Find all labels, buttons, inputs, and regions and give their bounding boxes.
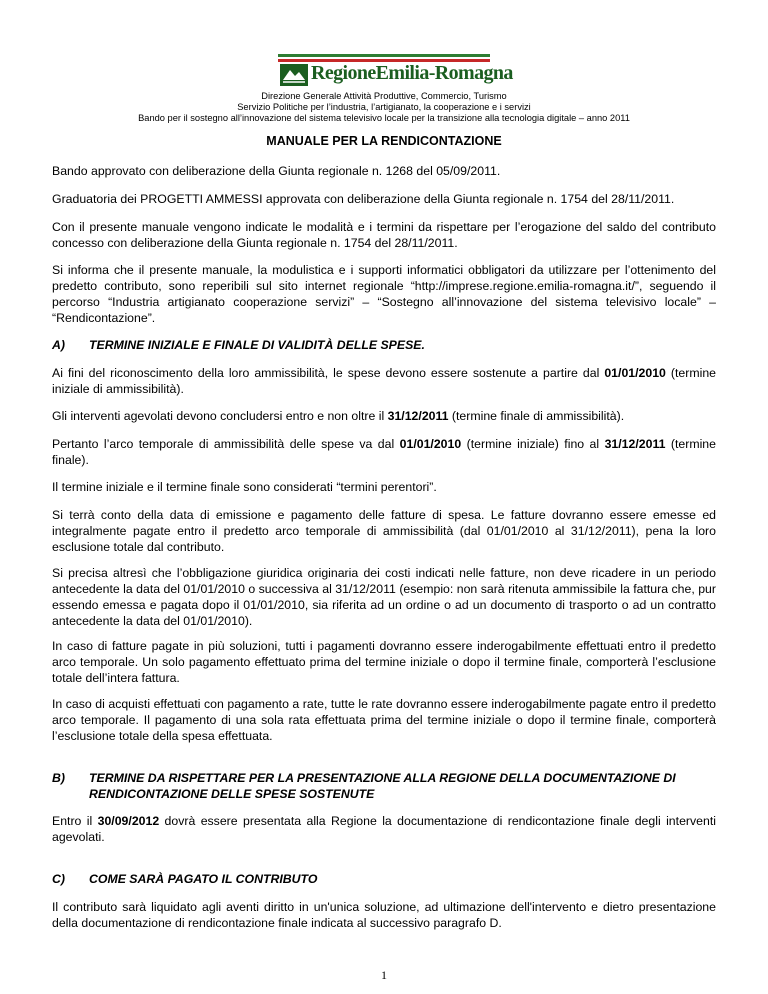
section-a-paragraph-8: In caso di acquisti effettuati con pagamento a rate, tutte le rate dovranno essere inderogabilmente pagate entro il predetto arco temporale. Il pagamento di una sola rata effettuata prima del termine iniziale o dopo il termine finale, comporterà l’esclusione totale della spesa effettuata.: [52, 697, 716, 743]
regione-emblem-icon: [280, 64, 308, 86]
section-a-paragraph-4: Il termine iniziale e il termine finale sono considerati “termini perentori”.: [52, 480, 437, 494]
section-b-letter: B): [52, 771, 65, 785]
document-title: MANUALE PER LA RENDICONTAZIONE: [266, 134, 502, 148]
section-a-paragraph-1: Ai fini del riconoscimento della loro ammissibilità, le spese devono essere sostenute a partire dal 01/01/2010 (termine iniziale di ammissibilità).: [52, 366, 717, 396]
logo-text: RegioneEmilia-Romagna: [311, 62, 513, 84]
section-a-paragraph-5: Si terrà conto della data di emissione e pagamento delle fatture di spesa. Le fatture dovranno essere emesse ed integralmente pagate entro il predetto arco temporale di ammissibilità (dal 01/01/2010 al 31/12/2011), pena la loro esclusione totale dal contributo.: [52, 508, 716, 554]
section-a-paragraph-6: Si precisa altresì che l’obbligazione giuridica originaria dei costi indicati nelle fatture, non deve ricadere in un periodo antecedente la data del 01/01/2010 o successiva al 31/12/2011 (esempio: non sarà ritenuta ammissibile la fattura che, pur essendo emessa e pagata dopo il 01/01/2010, sia riferita ad un ordine o ad un documento di trasporto o ad un contratto antecedente la data del 01/01/2010).: [52, 566, 716, 628]
section-c-title: COME SARÀ PAGATO IL CONTRIBUTO: [89, 872, 318, 886]
section-b-title: TERMINE DA RISPETTARE PER LA PRESENTAZIONE ALLA REGIONE DELLA DOCUMENTAZIONE DI RENDICONTAZIONE DELLE SPESE SOSTENUTE: [89, 771, 676, 801]
intro-paragraph-1: Bando approvato con deliberazione della Giunta regionale n. 1268 del 05/09/2011.: [52, 164, 501, 178]
section-a-paragraph-7: In caso di fatture pagate in più soluzioni, tutti i pagamenti dovranno essere inderogabilmente effettuati entro il predetto arco temporale. Un solo pagamento effettuato prima del termine iniziale o dopo il termine finale, comporterà l’esclusione totale dell’intera fattura.: [52, 639, 716, 685]
intro-paragraph-4: Si informa che il presente manuale, la modulistica e i supporti informatici obbligatori da utilizzare per l’ottenimento del predetto contributo, sono reperibili sul sito internet regionale “http://imprese.regione.emilia-romagna.it/”, seguendo il percorso “Industria artigianato cooperazione servizi” – “Sostegno all’innovazione del sistema televisivo locale” – “Rendicontazione”.: [52, 263, 716, 325]
section-b-heading: [52, 770, 716, 802]
section-a-title: TERMINE INIZIALE E FINALE DI VALIDITÀ DELLE SPESE.: [89, 338, 425, 352]
section-c-paragraph-1: Il contributo sarà liquidato agli aventi diritto in un'unica soluzione, ad ultimazione dell'intervento e dietro presentazione della documentazione di rendicontazione finale indicata al successivo paragrafo D.: [52, 900, 716, 930]
section-b-paragraph-1: Entro il 30/09/2012 dovrà essere presentata alla Regione la documentazione di rendicontazione finale degli interventi agevolati.: [52, 814, 716, 844]
page-number: 1: [381, 968, 387, 982]
section-a-letter: A): [52, 338, 65, 352]
section-a-paragraph-2: Gli interventi agevolati devono concludersi entro e non oltre il 31/12/2011 (termine finale di ammissibilità).: [52, 409, 625, 423]
regione-logo: [278, 54, 513, 88]
header-line-1: Direzione Generale Attività Produttive, Commercio, Turismo: [261, 91, 507, 101]
header-line-2: Servizio Politiche per l’industria, l’artigianato, la cooperazione e i servizi: [237, 102, 531, 112]
header-line-3: Bando per il sostegno all’innovazione del sistema televisivo locale per la transizione alla tecnologia digitale – anno 2011: [138, 113, 630, 123]
intro-paragraph-3: Con il presente manuale vengono indicate le modalità e i termini da rispettare per l’erogazione del saldo del contributo concesso con deliberazione della Giunta regionale n. 1754 del 28/11/2011.: [52, 220, 716, 250]
section-c-letter: C): [52, 872, 65, 886]
section-a-paragraph-3: Pertanto l’arco temporale di ammissibilità delle spese va dal 01/01/2010 (termine iniziale) fino al 31/12/2011 (termine finale).: [52, 437, 716, 467]
intro-paragraph-2: Graduatoria dei PROGETTI AMMESSI approvata con deliberazione della Giunta regionale n. 1754 del 28/11/2011.: [52, 192, 675, 206]
